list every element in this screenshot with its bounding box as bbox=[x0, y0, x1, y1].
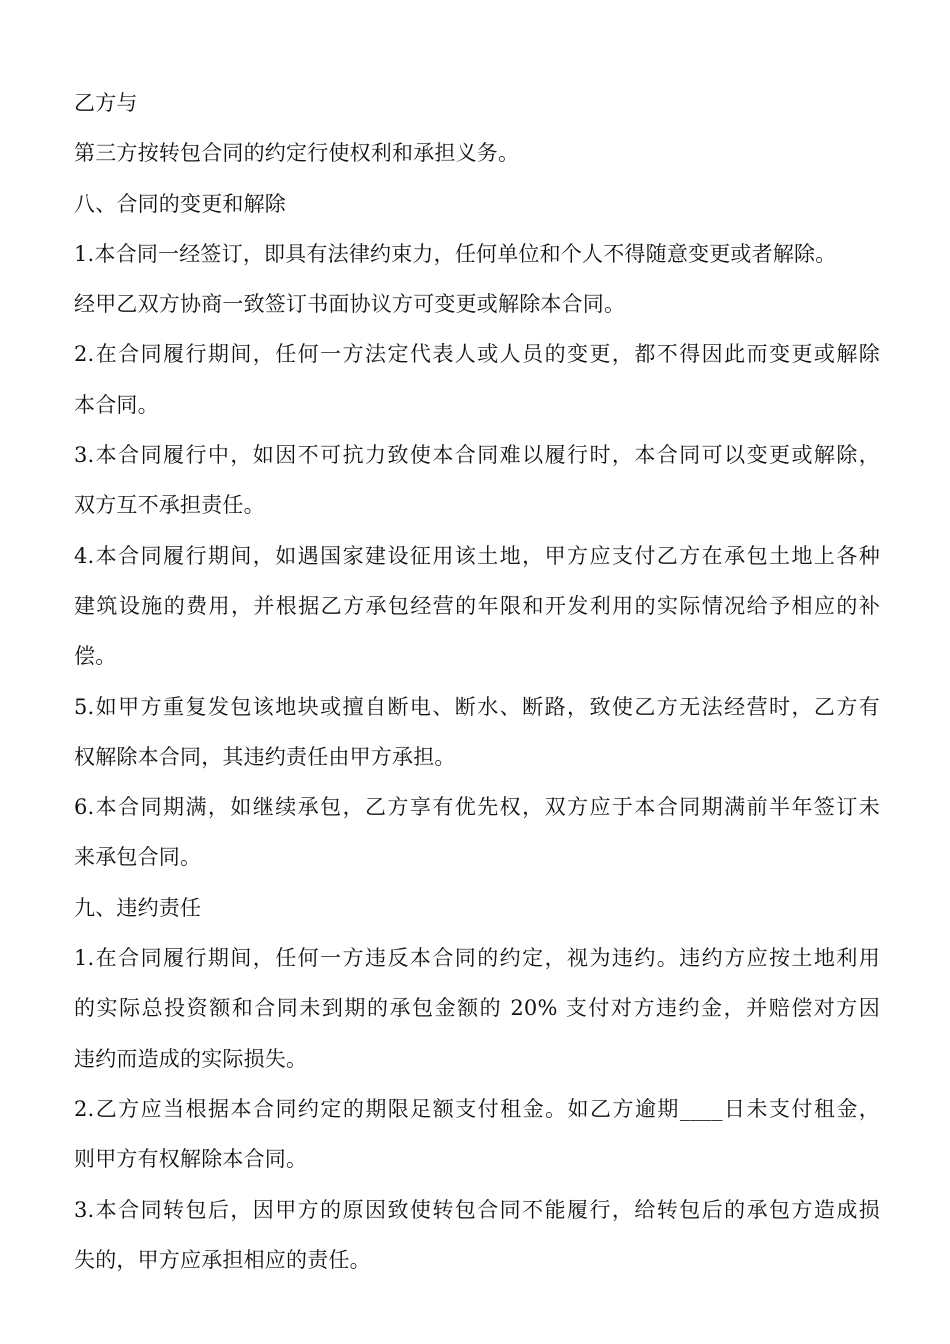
paragraph-line: 偿。 bbox=[74, 644, 117, 669]
document-paragraph bbox=[74, 531, 880, 682]
paragraph-line: 八、合同的变更和解除 bbox=[74, 191, 286, 216]
document-paragraph bbox=[74, 329, 880, 430]
paragraph-line: 4.本合同履行期间，如遇国家建设征用该土地，甲方应支付乙方在承包土地上各种 bbox=[74, 543, 880, 568]
document-paragraph bbox=[74, 229, 880, 279]
paragraph-line: 来承包合同。 bbox=[74, 845, 202, 870]
document-paragraph bbox=[74, 1084, 880, 1185]
paragraph-line: 经甲乙双方协商一致签订书面协议方可变更或解除本合同。 bbox=[74, 292, 626, 317]
document-paragraph bbox=[74, 782, 880, 883]
document-body bbox=[74, 78, 880, 1285]
paragraph-line: 本合同。 bbox=[74, 392, 159, 417]
paragraph-line: 2.在合同履行期间，任何一方法定代表人或人员的变更，都不得因此而变更或解除 bbox=[74, 342, 880, 367]
document-paragraph bbox=[74, 1185, 880, 1286]
paragraph-line: 权解除本合同，其违约责任由甲方承担。 bbox=[74, 744, 456, 769]
paragraph-line: 2.乙方应当根据本合同约定的期限足额支付租金。如乙方逾期____日未支付租金， bbox=[74, 1096, 880, 1121]
document-paragraph bbox=[74, 682, 880, 783]
paragraph-line: 3.本合同转包后，因甲方的原因致使转包合同不能履行，给转包后的承包方造成损 bbox=[74, 1197, 880, 1222]
document-paragraph bbox=[74, 78, 880, 128]
paragraph-line: 乙方与 bbox=[74, 91, 138, 115]
document-paragraph bbox=[74, 128, 880, 178]
paragraph-line: 则甲方有权解除本合同。 bbox=[74, 1147, 308, 1172]
paragraph-line: 违约而造成的实际损失。 bbox=[74, 1046, 308, 1071]
paragraph-line: 3.本合同履行中，如因不可抗力致使本合同难以履行时，本合同可以变更或解除， bbox=[74, 443, 880, 468]
paragraph-line: 九、违约责任 bbox=[74, 895, 202, 920]
paragraph-line: 的实际总投资额和合同未到期的承包金额的 20% 支付对方违约金，并赔偿对方因 bbox=[74, 996, 880, 1021]
document-paragraph bbox=[74, 279, 880, 329]
document-paragraph bbox=[74, 430, 880, 531]
paragraph-line: 6.本合同期满，如继续承包，乙方享有优先权，双方应于本合同期满前半年签订未 bbox=[74, 795, 880, 820]
paragraph-line: 1.在合同履行期间，任何一方违反本合同的约定，视为违约。违约方应按土地利用 bbox=[74, 946, 880, 971]
paragraph-line: 建筑设施的费用，并根据乙方承包经营的年限和开发利用的实际情况给予相应的补 bbox=[74, 593, 880, 618]
document-paragraph bbox=[74, 179, 880, 229]
paragraph-line: 第三方按转包合同的约定行使权利和承担义务。 bbox=[74, 141, 520, 166]
document-paragraph bbox=[74, 883, 880, 933]
paragraph-line: 1.本合同一经签订，即具有法律约束力，任何单位和个人不得随意变更或者解除。 bbox=[74, 241, 837, 266]
paragraph-line: 双方互不承担责任。 bbox=[74, 493, 265, 518]
paragraph-line: 失的，甲方应承担相应的责任。 bbox=[74, 1247, 371, 1272]
paragraph-line: 5.如甲方重复发包该地块或擅自断电、断水、断路，致使乙方无法经营时，乙方有 bbox=[74, 694, 880, 719]
document-paragraph bbox=[74, 933, 880, 1084]
